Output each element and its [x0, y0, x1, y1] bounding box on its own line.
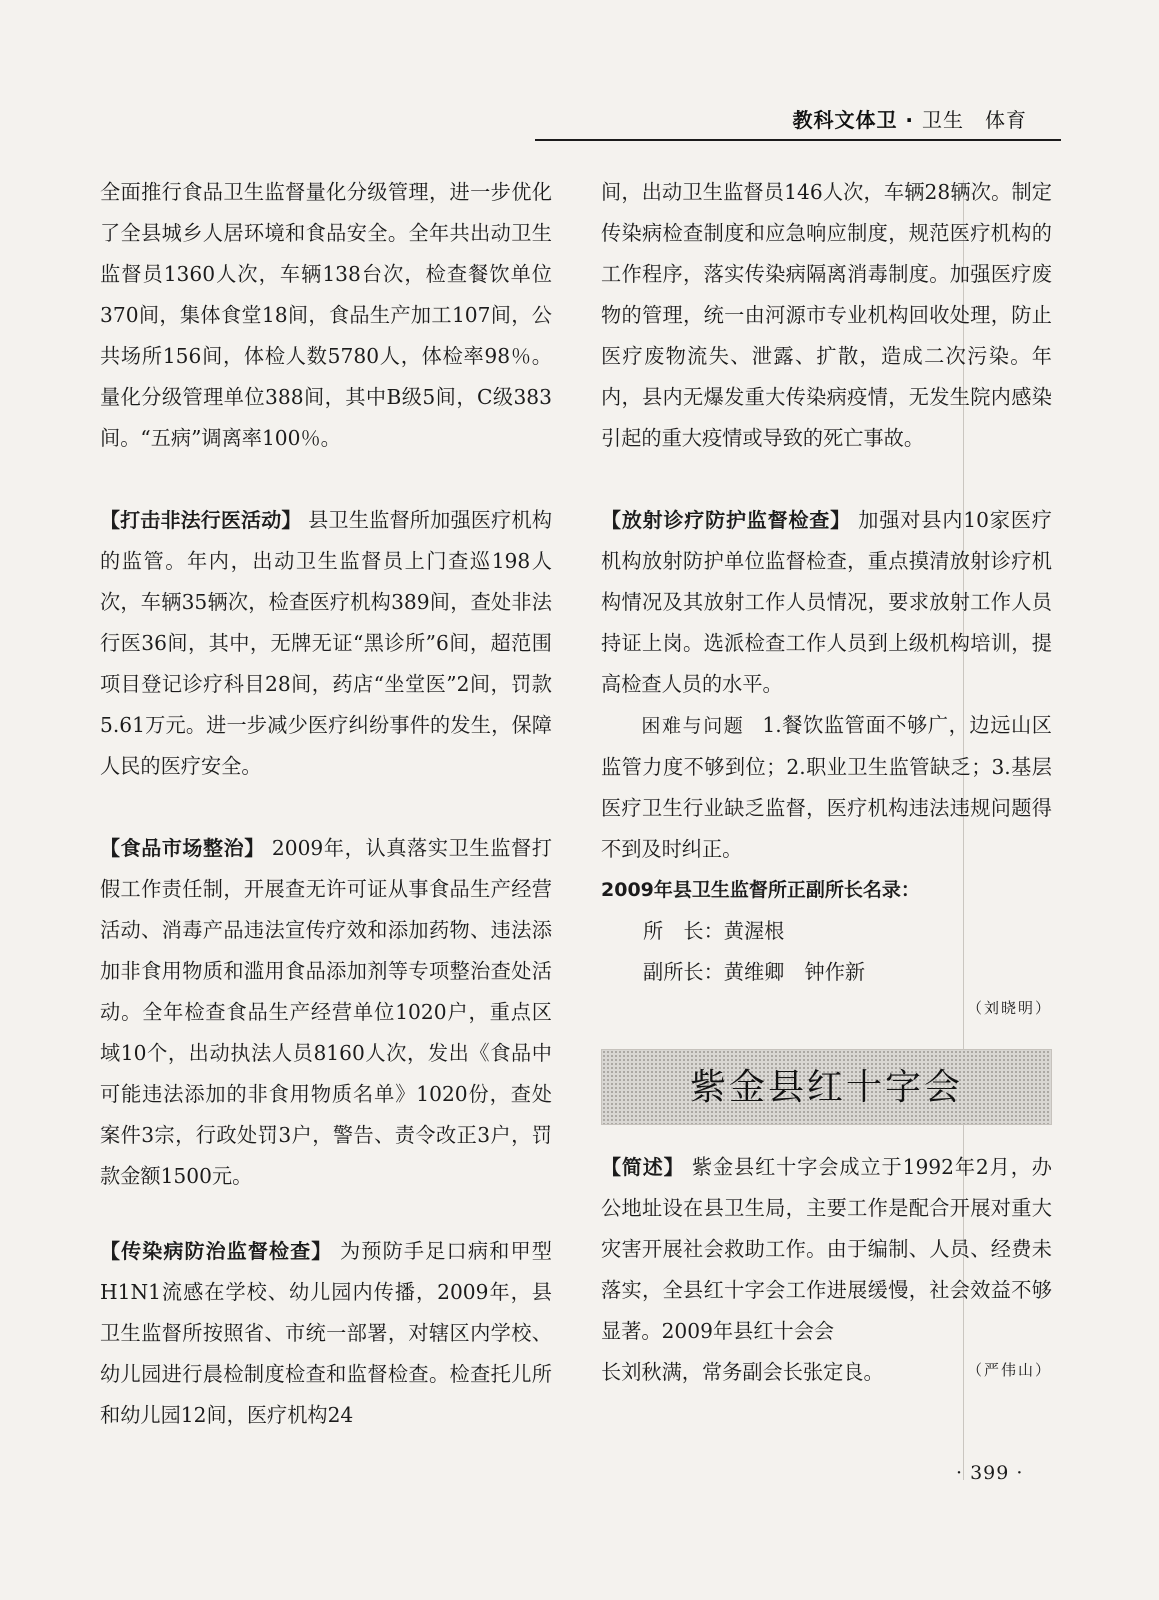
header-separator: · [905, 108, 915, 132]
section-heading: 【传染病防治监督检查】 [100, 1239, 333, 1263]
roster-title: 2009年县卫生监督所正副所长名录： [601, 879, 920, 901]
header-rule [535, 139, 1061, 141]
continued-paragraph: 间，出动卫生监督员146人次，车辆28辆次。制定传染病检查制度和应急响应制度，规范医疗机构的工作程序，落实传染病隔离消毒制度。加强医疗废物的管理，统一由河源市专业机构回收处理，防止医疗废物流失、泄露、扩散，造成二次污染。年内，县内无爆发重大传染病疫情，无发生院内感染引起的重大疫情或导致的死亡事故。 [601, 180, 1052, 450]
intro-paragraph: 全面推行食品卫生监督量化分级管理，进一步优化了全县城乡人居环境和食品安全。全年共出动卫生监督员1360人次，车辆138台次，检查餐饮单位370间，集体食堂18间，食品生产加工107间，公共场所156间，体检人数5780人，体检率98％。量化分级管理单位388间，其中B级5间，C级383间。“五病”调离率100％。 [100, 180, 552, 450]
section-body: 为预防手足口病和甲型H1N1流感在学校、幼儿园内传播，2009年，县卫生监督所按照省、市统一部署，对辖区内学校、幼儿园进行晨检制度检查和监督检查。检查托儿所和幼儿园12间，医疗机构24 [100, 1239, 552, 1427]
right-column [601, 172, 1052, 1393]
page-number: · 399 · [956, 1462, 1024, 1484]
header-subsection: 卫生 体育 [922, 108, 1027, 132]
roster-deputies: 副所长：黄维卿 钟作新 [643, 960, 866, 984]
section-illegal-practice [100, 500, 552, 787]
section-title: 紫金县红十字会 [689, 1066, 963, 1108]
section-heading: 【放射诊疗防护监督检查】 [601, 508, 851, 532]
author-credit: （严伟山） [966, 1361, 1052, 1379]
problems-label: 困难与问题 [641, 715, 745, 737]
section-body: 加强对县内10家医疗机构放射防护单位监督检查，重点摸清放射诊疗机构情况及其放射工作人员情况，要求放射工作人员持证上岗。选派检查工作人员到上级机构培训，提高检查人员的水平。 [601, 508, 1052, 696]
problems-paragraph [601, 705, 1052, 870]
section-heading: 【打击非法行医活动】 [100, 508, 302, 532]
section-body: 2009年，认真落实卫生监督打假工作责任制，开展查无许可证从事食品生产经营活动、消毒产品违法宣传疗效和添加药物、违法添加非食用物质和滥用食品添加剂等专项整治查处活动。全年检查食品生产经营单位1020户，重点区域10个，出动执法人员8160人次，发出《食品中可能违法添加的非食用物质名单》1020份，查处案件3宗，行政处罚3户，警告、责令改正3户，罚款金额1500元。 [100, 836, 552, 1188]
section-radiation [601, 500, 1052, 705]
section-banner [601, 1049, 1052, 1125]
problems-body: 1.餐饮监管面不够广，边远山区监管力度不够到位；2.职业卫生监管缺乏；3.基层医疗卫生行业缺乏监督，医疗机构违法违规问题得不到及时纠正。 [601, 713, 1052, 861]
section-heading: 【食品市场整治】 [100, 836, 265, 860]
running-header [792, 104, 1027, 133]
section-body: 县卫生监督所加强医疗机构的监管。年内，出动卫生监督员上门查巡198人次，车辆35辆次，检查医疗机构389间，查处非法行医36间，其中，无牌无证“黑诊所”6间，超范围项目登记诊疗科目28间，药店“坐堂医”2间，罚款5.61万元。进一步减少医疗纠纷事件的发生，保障人民的医疗安全。 [100, 508, 553, 778]
header-section: 教科文体卫 [792, 108, 898, 132]
section-overview [601, 1147, 1052, 1352]
overview-last-text: 长刘秋满，常务副会长张定良。 [601, 1360, 884, 1384]
section-food-market [100, 828, 552, 1197]
left-column [100, 172, 552, 1436]
section-infectious-disease [100, 1231, 552, 1436]
overview-last-line [601, 1352, 1052, 1393]
section-body: 紫金县红十字会成立于1992年2月，办公地址设在县卫生局，主要工作是配合开展对重大灾害开展社会救助工作。由于编制、人员、经费未落实，全县红十字会工作进展缓慢，社会效益不够显著。2009年县红十会会 [601, 1155, 1052, 1343]
roster-director: 所 长：黄渥根 [643, 919, 785, 943]
section-heading: 【简述】 [601, 1155, 685, 1179]
author-credit: （刘晓明） [966, 999, 1052, 1017]
